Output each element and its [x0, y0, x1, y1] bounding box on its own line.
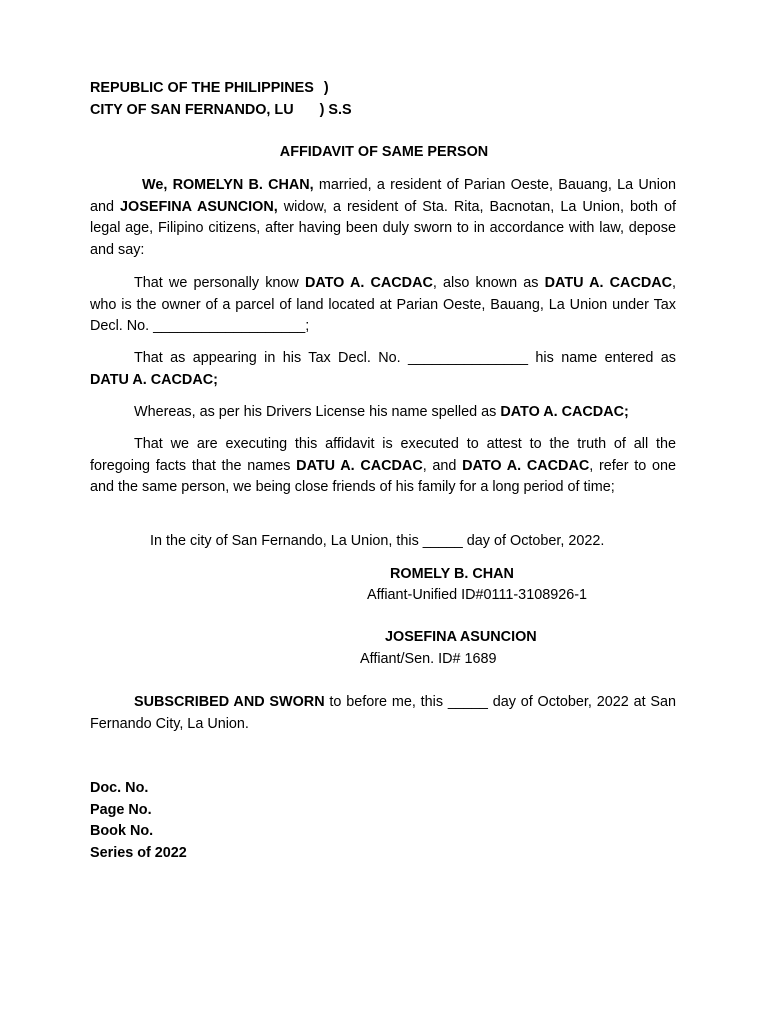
- p1-name-2: DATU A. CACDAC: [544, 275, 673, 291]
- notarial-register: [90, 778, 676, 864]
- p1-text-3: , who is the owner of a parcel of land located at Parian Oeste, Bauang, La Union under Tax Decl. No. ___________________;: [90, 275, 677, 334]
- signatory-2-id: Affiant/Sen. ID# 1689: [360, 651, 497, 667]
- p1-name-1: DATO A. CACDAC: [304, 275, 433, 291]
- p4-name-2: DATO A. CACDAC: [462, 457, 590, 474]
- p4-text-1: That we are executing this affidavit is executed to attest to the truth of all the foregoing facts that the names: [90, 436, 676, 474]
- venue-city-mark: ) S.S: [319, 101, 352, 118]
- p4-name-1: DATU A. CACDAC: [296, 457, 423, 474]
- venue-republic-text: REPUBLIC OF THE PHILIPPINES: [90, 80, 314, 96]
- intro-text-1: married, a resident of Parian Oeste, Bauang, La Union and: [90, 177, 676, 215]
- doc-no-label: Doc. No.: [90, 780, 149, 796]
- p4-text-2: , and: [422, 457, 463, 474]
- venue-republic-mark: ): [323, 80, 329, 96]
- paragraph-personally-know: [90, 273, 676, 338]
- p3-text-1: Whereas, as per his Drivers License his name spelled as: [134, 404, 501, 420]
- signatory-1-id: Affiant-Unified ID#0111-3108926-1: [367, 587, 588, 603]
- p4-text-3: , refer to one and the same person, we being close friends of his family for a long period of time;: [90, 457, 676, 495]
- intro-text-2: widow, a resident of Sta. Rita, Bacnotan, La Union, both of legal age, Filipino citizens, after having been duly sworn to in accordance with law, depose and say:: [90, 198, 677, 258]
- jurat-text: to before me, this _____ day of October, 2022 at San Fernando City, La Union.: [90, 694, 676, 732]
- venue-header: [90, 78, 676, 121]
- jurat-paragraph: [90, 692, 676, 735]
- execution-line: In the city of San Fernando, La Union, this _____ day of October, 2022.: [150, 533, 605, 549]
- venue-city-text: CITY OF SAN FERNANDO, LU: [90, 101, 294, 118]
- paragraph-drivers-license: [90, 402, 676, 424]
- intro-paragraph: [90, 175, 676, 261]
- signatory-1-name: ROMELY B. CHAN: [390, 566, 514, 582]
- paragraph-tax-decl: [90, 348, 676, 391]
- p2-text-1: That as appearing in his Tax Decl. No. _______________ his name entered as: [134, 350, 676, 366]
- signatory-2-name: JOSEFINA ASUNCION: [385, 629, 537, 645]
- series-label: Series of 2022: [90, 844, 187, 861]
- p3-name: DATO A. CACDAC;: [500, 404, 629, 420]
- p2-name: DATU A. CACDAC;: [90, 371, 218, 388]
- p1-text-2: , also known as: [432, 275, 545, 291]
- document-title: AFFIDAVIT OF SAME PERSON: [279, 144, 489, 160]
- venue-line-republic: [90, 78, 676, 100]
- jurat-lead: SUBSCRIBED AND SWORN: [134, 694, 325, 710]
- venue-line-city: [90, 100, 676, 122]
- affiant-2-name: JOSEFINA ASUNCION,: [120, 198, 278, 215]
- intro-we: We,: [142, 177, 168, 193]
- page-no-label: Page No.: [90, 801, 152, 818]
- p1-text-1: That we personally know: [134, 275, 305, 291]
- affiant-1-name: ROMELYN B. CHAN,: [172, 177, 314, 193]
- paragraph-attest: [90, 434, 676, 499]
- book-no-label: Book No.: [90, 823, 154, 839]
